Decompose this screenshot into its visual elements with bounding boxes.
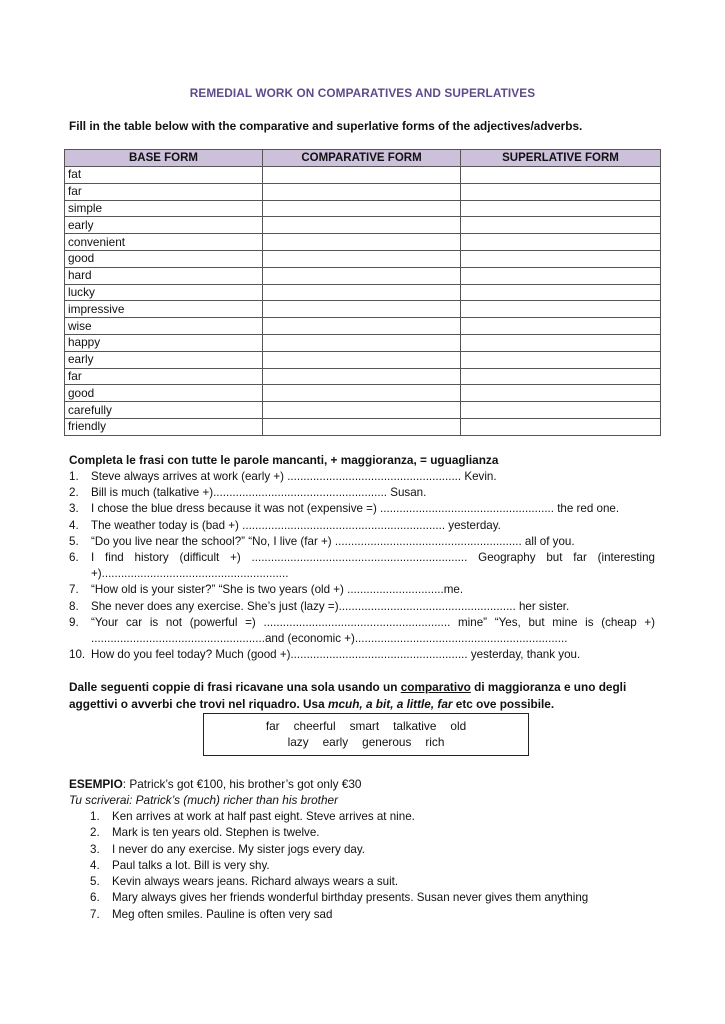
item-text: Bill is much (talkative +)...................................................... Susan. — [91, 486, 427, 500]
superlative-form-cell[interactable] — [461, 318, 661, 335]
list-item — [69, 582, 655, 598]
table-row — [65, 318, 661, 335]
item-number: 6. — [69, 551, 79, 565]
comparative-form-cell[interactable] — [263, 284, 461, 301]
base-form-cell: friendly — [65, 418, 263, 435]
item-text: Mary always gives her friends wonderful birthday presents. Susan never gives them anything — [112, 891, 589, 905]
superlative-form-cell[interactable] — [461, 217, 661, 234]
section3-line1 — [69, 679, 659, 696]
word-box-word: generous — [362, 734, 412, 749]
item-number: 8. — [69, 599, 79, 613]
item-text: Mark is ten years old. Stephen is twelve. — [112, 826, 320, 840]
item-number: 3. — [69, 502, 79, 516]
comparative-form-cell[interactable] — [263, 385, 461, 402]
superlative-form-cell[interactable] — [461, 418, 661, 435]
list-item — [90, 890, 650, 906]
item-number: 9. — [69, 615, 79, 629]
comparative-form-cell[interactable] — [263, 183, 461, 200]
table-row — [65, 167, 661, 184]
section3-line2-b: etc ove possibile. — [452, 697, 555, 711]
superlative-form-cell[interactable] — [461, 301, 661, 318]
item-number: 1. — [69, 470, 79, 483]
item-text: How do you feel today? Much (good +)....................................................... yesterday, thank you. — [91, 648, 581, 662]
word-box-row-1 — [204, 719, 528, 735]
comparative-form-cell[interactable] — [263, 402, 461, 419]
base-form-cell: wise — [65, 318, 263, 335]
example-label: ESEMPIO — [69, 777, 123, 791]
table-row — [65, 351, 661, 368]
section3-line1-b: di maggioranza e uno degli — [470, 680, 627, 694]
comparative-form-cell[interactable] — [263, 418, 461, 435]
base-form-cell: early — [65, 351, 263, 368]
base-form-cell: hard — [65, 267, 263, 284]
superlative-form-cell[interactable] — [461, 334, 661, 351]
comparative-form-cell[interactable] — [263, 234, 461, 251]
word-box-word: old — [450, 719, 467, 733]
base-form-cell: convenient — [65, 234, 263, 251]
list-item — [69, 599, 655, 615]
superlative-form-cell[interactable] — [461, 284, 661, 301]
item-text: “Your car is not (powerful =) .......................................................... mine” “Yes, but mine is (cheap +) — [91, 615, 655, 629]
table-row — [65, 183, 661, 200]
item-text: Ken arrives at work at half past eight. Steve arrives at nine. — [112, 810, 415, 823]
comparative-form-cell[interactable] — [263, 368, 461, 385]
superlative-form-cell[interactable] — [461, 234, 661, 251]
list-item-continuation: +).......................................................... — [91, 567, 289, 581]
item-number: 7. — [69, 583, 79, 597]
item-text: Meg often smiles. Pauline is often very sad — [112, 907, 333, 921]
list-item — [69, 615, 655, 631]
table-row — [65, 385, 661, 402]
header-superlative-form: SUPERLATIVE FORM — [461, 150, 661, 167]
section3-line1-a: Dalle seguenti coppie di frasi ricavane una sola usando un — [69, 680, 401, 694]
example-answer: Tu scriverai: Patrick’s (much) richer than his brother — [69, 793, 339, 807]
base-form-cell: simple — [65, 200, 263, 217]
superlative-form-cell[interactable] — [461, 183, 661, 200]
list-item — [90, 907, 650, 923]
example-text: : Patrick’s got €100, his brother’s got only €30 — [122, 777, 362, 791]
table-row — [65, 200, 661, 217]
table-row — [65, 217, 661, 234]
list-item — [69, 550, 655, 566]
header-comparative-form: COMPARATIVE FORM — [263, 150, 461, 167]
item-number: 7. — [90, 907, 100, 921]
list-item — [69, 469, 655, 485]
table-header-row — [65, 150, 661, 167]
item-text: I chose the blue dress because it was not (expensive =) ...................................................... the red one. — [91, 502, 620, 516]
word-box-word: cheerful — [293, 719, 336, 733]
section3-instruction — [69, 679, 659, 713]
table-row — [65, 334, 661, 351]
comparative-form-cell[interactable] — [263, 301, 461, 318]
superlative-form-cell[interactable] — [461, 351, 661, 368]
base-form-cell: happy — [65, 334, 263, 351]
word-box-word: early — [322, 734, 349, 749]
item-text: She never does any exercise. She’s just (lazy =)....................................................... her sister. — [91, 599, 570, 613]
item-number: 10. — [69, 648, 86, 662]
comparative-form-cell[interactable] — [263, 267, 461, 284]
list-item — [90, 858, 650, 874]
item-number: 4. — [90, 858, 100, 872]
superlative-form-cell[interactable] — [461, 267, 661, 284]
item-text: Kevin always wears jeans. Richard always wears a suit. — [112, 875, 399, 889]
word-box-row-2 — [204, 735, 528, 751]
superlative-form-cell[interactable] — [461, 368, 661, 385]
table-row — [65, 267, 661, 284]
page-title: REMEDIAL WORK ON COMPARATIVES AND SUPERLATIVES — [189, 86, 536, 100]
superlative-form-cell[interactable] — [461, 250, 661, 267]
example-line — [69, 777, 361, 791]
list-item — [90, 874, 650, 890]
item-number: 2. — [69, 486, 79, 500]
item-number: 6. — [90, 891, 100, 905]
item-text: Steve always arrives at work (early +) ...................................................... Kevin. — [91, 470, 497, 483]
table-row — [65, 418, 661, 435]
comparative-form-cell[interactable] — [263, 217, 461, 234]
forms-table — [64, 149, 661, 436]
base-form-cell: good — [65, 250, 263, 267]
base-form-cell: lucky — [65, 284, 263, 301]
section3-line2-a: aggettivi o avverbi che trovi nel riquadro. Usa — [69, 697, 328, 711]
item-text: “How old is your sister?” “She is two years (old +) ..............................me. — [91, 583, 464, 597]
list-item — [90, 825, 650, 841]
table-instruction: Fill in the table below with the comparative and superlative forms of the adjectives/adverbs. — [69, 119, 583, 133]
table-row — [65, 368, 661, 385]
word-box-word: smart — [349, 719, 380, 733]
superlative-form-cell[interactable] — [461, 200, 661, 217]
section3-line2-italic: mcuh, a bit, a little, far — [327, 697, 453, 711]
base-form-cell: carefully — [65, 402, 263, 419]
list-item — [69, 647, 655, 663]
list-item — [69, 501, 655, 517]
comparative-form-cell[interactable] — [263, 200, 461, 217]
item-text: Paul talks a lot. Bill is very shy. — [112, 858, 270, 872]
item-number: 1. — [90, 810, 100, 823]
item-number: 5. — [69, 534, 79, 548]
item-number: 3. — [90, 842, 100, 856]
section2-heading: Completa le frasi con tutte le parole mancanti, + maggioranza, = uguaglianza — [69, 453, 499, 467]
list-item-continuation: ......................................................and (economic +).................................................................. — [91, 632, 568, 646]
list-item — [90, 842, 650, 858]
comparativo-word: comparativo — [400, 680, 471, 694]
superlative-form-cell[interactable] — [461, 167, 661, 184]
sentence-completion-list — [69, 469, 655, 663]
base-form-cell: early — [65, 217, 263, 234]
item-number: 5. — [90, 875, 100, 889]
superlative-form-cell[interactable] — [461, 402, 661, 419]
base-form-cell: far — [65, 183, 263, 200]
sentence-pairs-list — [90, 809, 650, 923]
table-row — [65, 234, 661, 251]
list-item — [90, 809, 650, 825]
word-box-word: far — [265, 719, 280, 733]
list-item — [69, 518, 655, 534]
comparative-form-cell[interactable] — [263, 334, 461, 351]
base-form-cell: fat — [65, 167, 263, 184]
item-text: I find history (difficult +) ................................................................... Geography but far (interesting — [91, 551, 655, 565]
header-base-form: BASE FORM — [65, 150, 263, 167]
table-row — [65, 284, 661, 301]
item-text: “Do you live near the school?” “No, I live (far +) .......................................................... all of you. — [91, 534, 575, 548]
item-text: I never do any exercise. My sister jogs every day. — [112, 842, 366, 856]
comparative-form-cell[interactable] — [263, 318, 461, 335]
word-box-word: lazy — [287, 734, 309, 749]
item-text: The weather today is (bad +) ............................................................... yesterday. — [91, 518, 501, 532]
list-item — [69, 534, 655, 550]
comparative-form-cell[interactable] — [263, 250, 461, 267]
section3-line2 — [69, 696, 659, 713]
item-number: 4. — [69, 518, 79, 532]
base-form-cell: far — [65, 368, 263, 385]
comparative-form-cell[interactable] — [263, 167, 461, 184]
superlative-form-cell[interactable] — [461, 385, 661, 402]
base-form-cell: impressive — [65, 301, 263, 318]
table-row — [65, 402, 661, 419]
word-box-word: talkative — [393, 719, 437, 733]
table-row — [65, 301, 661, 318]
item-number: 2. — [90, 826, 100, 840]
table-row — [65, 250, 661, 267]
base-form-cell: good — [65, 385, 263, 402]
comparative-form-cell[interactable] — [263, 351, 461, 368]
word-box — [203, 713, 529, 756]
word-box-word: rich — [425, 734, 445, 749]
list-item — [69, 485, 655, 501]
